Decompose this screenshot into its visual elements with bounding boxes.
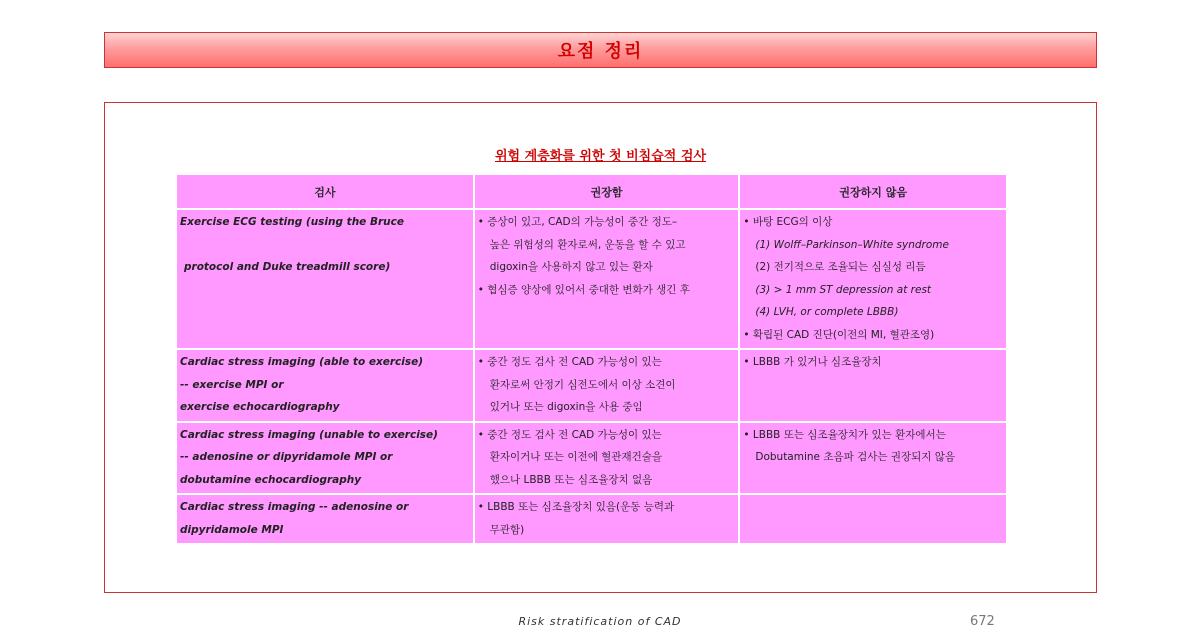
recommended-line: 무관함) xyxy=(489,523,525,536)
test-line: Cardiac stress imaging -- adenosine or xyxy=(180,501,409,513)
not-recommended-cell xyxy=(740,350,1006,421)
table-title: 위험 계층화를 위한 첫 비침습적 검사 xyxy=(495,149,706,164)
footer-caption: Risk stratification of CAD xyxy=(518,615,682,628)
test-cell xyxy=(177,350,473,421)
recommended-line: 환자이거나 또는 이전에 혈관재건술을 xyxy=(489,451,663,463)
recommended-line: • LBBB 또는 심조율장치 있음(운동 능력과 xyxy=(477,501,675,513)
not-recommended-line: Dobutamine 초음파 검사는 권장되지 않음 xyxy=(755,451,956,463)
test-cell xyxy=(177,210,473,348)
test-cell xyxy=(177,495,473,543)
not-recommended-line: • LBBB 또는 심조율장치가 있는 환자에서는 xyxy=(743,428,946,441)
not-recommended-line: (3) > 1 mm ST depression at rest xyxy=(755,283,932,296)
header-test: 검사 xyxy=(177,175,473,208)
recommended-line: • 증상이 있고, CAD의 가능성이 중간 정도– xyxy=(477,216,678,228)
recommended-line: 했으나 LBBB 또는 심조율장치 없음 xyxy=(489,473,653,486)
table-header-row xyxy=(177,175,1006,208)
test-line: -- exercise MPI or xyxy=(180,378,284,391)
recommended-line: 있거나 또는 digoxin을 사용 중임 xyxy=(489,401,643,413)
not-recommended-line: (2) 전기적으로 조율되는 심실성 리듬 xyxy=(755,261,926,273)
test-cell xyxy=(177,423,473,494)
recommended-line: 환자로써 안정기 심전도에서 이상 소견이 xyxy=(489,378,676,391)
table-row xyxy=(177,495,1006,543)
header-not-recommended: 권장하지 않음 xyxy=(740,175,1006,208)
test-line: dobutamine echocardiography xyxy=(180,473,362,486)
not-recommended-line: (1) Wolff–Parkinson–White syndrome xyxy=(755,238,949,251)
recommended-line: • 협심증 양상에 있어서 중대한 변화가 생긴 후 xyxy=(477,283,690,296)
not-recommended-cell xyxy=(740,495,1006,543)
test-line: Cardiac stress imaging (able to exercise) xyxy=(180,356,424,368)
page-title: 요점 정리 xyxy=(557,41,644,62)
test-table xyxy=(175,173,1008,545)
recommended-line: • 중간 정도 검사 전 CAD 가능성이 있는 xyxy=(477,428,662,441)
content-box xyxy=(104,102,1097,593)
table-row xyxy=(177,423,1006,494)
page-number: 672 xyxy=(970,614,995,629)
recommended-line: • 중간 정도 검사 전 CAD 가능성이 있는 xyxy=(477,356,662,368)
header-recommended: 권장함 xyxy=(475,175,739,208)
not-recommended-line: • 바탕 ECG의 이상 xyxy=(743,216,833,228)
table-row xyxy=(177,210,1006,348)
table-row xyxy=(177,350,1006,421)
not-recommended-cell xyxy=(740,210,1006,348)
recommended-line: 높은 위험성의 환자로써, 운동을 할 수 있고 xyxy=(489,238,686,251)
test-line: protocol and Duke treadmill score) xyxy=(184,261,391,273)
test-line: -- adenosine or dipyridamole MPI or xyxy=(180,451,393,463)
recommended-cell xyxy=(475,423,739,494)
test-line: exercise echocardiography xyxy=(180,401,340,413)
not-recommended-cell xyxy=(740,423,1006,494)
test-line xyxy=(180,234,469,257)
recommended-cell xyxy=(475,495,739,543)
recommended-cell xyxy=(475,350,739,421)
header-bar xyxy=(104,32,1097,68)
not-recommended-line: • LBBB 가 있거나 심조율장치 xyxy=(743,356,882,368)
not-recommended-line: • 확립된 CAD 진단(이전의 MI, 혈관조영) xyxy=(743,328,935,341)
recommended-line: digoxin을 사용하지 않고 있는 환자 xyxy=(489,261,653,273)
test-line: dipyridamole MPI xyxy=(180,523,284,536)
test-line: Exercise ECG testing (using the Bruce xyxy=(180,216,404,228)
not-recommended-line: (4) LVH, or complete LBBB) xyxy=(755,306,899,318)
test-line: Cardiac stress imaging (unable to exercise) xyxy=(180,428,438,441)
recommended-cell xyxy=(475,210,739,348)
